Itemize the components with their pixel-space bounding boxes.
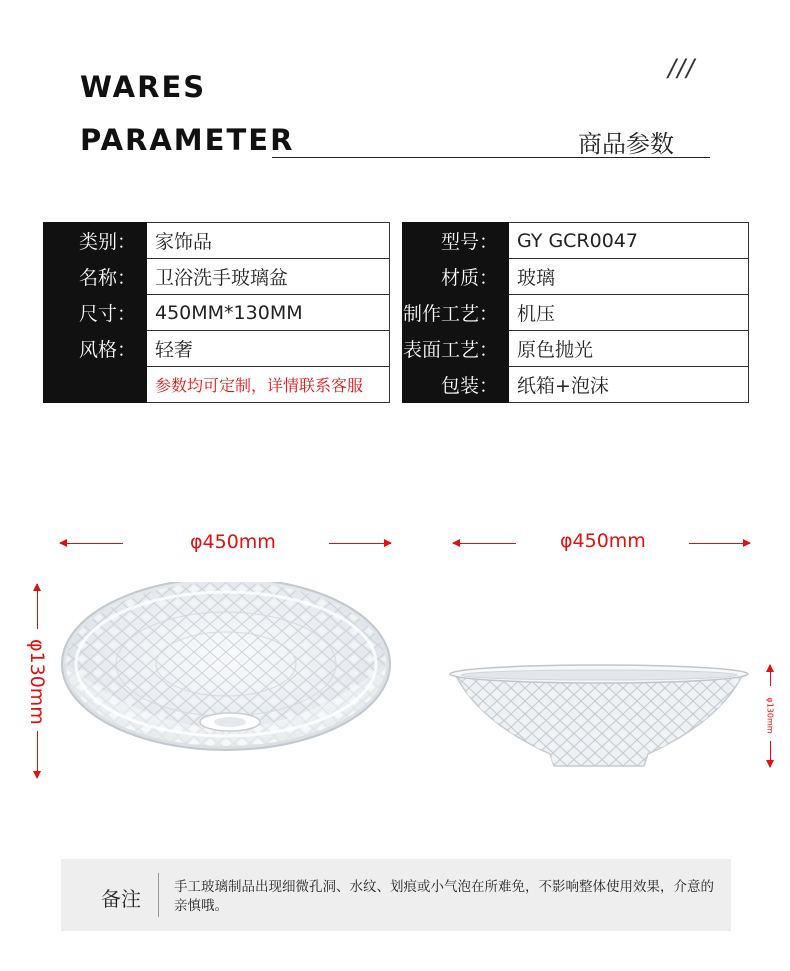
bowl-side-view-image: [448, 662, 750, 772]
width-label-side-view: φ450mm: [560, 530, 646, 552]
spec-row: [44, 223, 390, 259]
remark-text: 手工玻璃制品出现细微孔洞、水纹、划痕或小气泡在所难免，不影响整体使用效果，介意的亲慎哦。: [174, 879, 714, 914]
spec-table-left: [43, 222, 390, 403]
spec-value: 原色抛光: [509, 331, 749, 367]
remark-divider: [158, 873, 159, 917]
spec-label: 名称：: [44, 259, 147, 295]
spec-row: [403, 367, 749, 403]
spec-label: 尺寸：: [44, 295, 147, 331]
height-arrow-up-small: [770, 665, 771, 686]
spec-value: 卫浴洗手玻璃盆: [147, 259, 390, 295]
spec-table-right: [402, 222, 749, 403]
spec-value: 450MM*130MM: [147, 295, 390, 331]
spec-label: 类别：: [44, 223, 147, 259]
spec-label-empty: [44, 367, 147, 403]
customization-note: 参数均可定制，详情联系客服: [147, 367, 390, 403]
remark-box: [61, 859, 731, 931]
spec-value: GY GCR0047: [509, 223, 749, 259]
spec-value: 家饰品: [147, 223, 390, 259]
height-label-side-view: φ130mm: [765, 697, 775, 734]
spec-row: [44, 259, 390, 295]
height-label-top-view: φ130mm: [26, 639, 48, 725]
heading-wares: WARES: [80, 70, 207, 104]
spec-label: 型号：: [403, 223, 509, 259]
height-arrow-down: [37, 731, 38, 778]
spec-row: [44, 331, 390, 367]
spec-label: 表面工艺：: [403, 331, 509, 367]
spec-label: 制作工艺：: [403, 295, 509, 331]
width-label-top-view: φ450mm: [190, 531, 276, 553]
width-arrow-right: [689, 543, 750, 544]
width-arrow-right: [329, 543, 391, 544]
spec-value: 轻奢: [147, 331, 390, 367]
spec-row: [403, 331, 749, 367]
spec-row: [44, 367, 390, 403]
height-arrow-down-small: [770, 741, 771, 767]
height-arrow-up: [37, 584, 38, 629]
spec-label: 风格：: [44, 331, 147, 367]
spec-row: [403, 223, 749, 259]
spec-value: 纸箱+泡沫: [509, 367, 749, 403]
width-arrow-left: [60, 543, 123, 544]
heading-parameter: PARAMETER: [80, 123, 295, 157]
spec-label: 包装：: [403, 367, 509, 403]
width-arrow-left: [453, 543, 516, 544]
spec-row: [403, 295, 749, 331]
spec-row: [403, 259, 749, 295]
title-chinese: 商品参数: [578, 130, 674, 158]
remark-title: 备注: [101, 887, 141, 911]
spec-row: [44, 295, 390, 331]
spec-label: 材质：: [403, 259, 509, 295]
bowl-top-view-image: [58, 582, 394, 772]
decorative-slashes: ///: [668, 54, 696, 82]
spec-value: 机压: [509, 295, 749, 331]
spec-value: 玻璃: [509, 259, 749, 295]
